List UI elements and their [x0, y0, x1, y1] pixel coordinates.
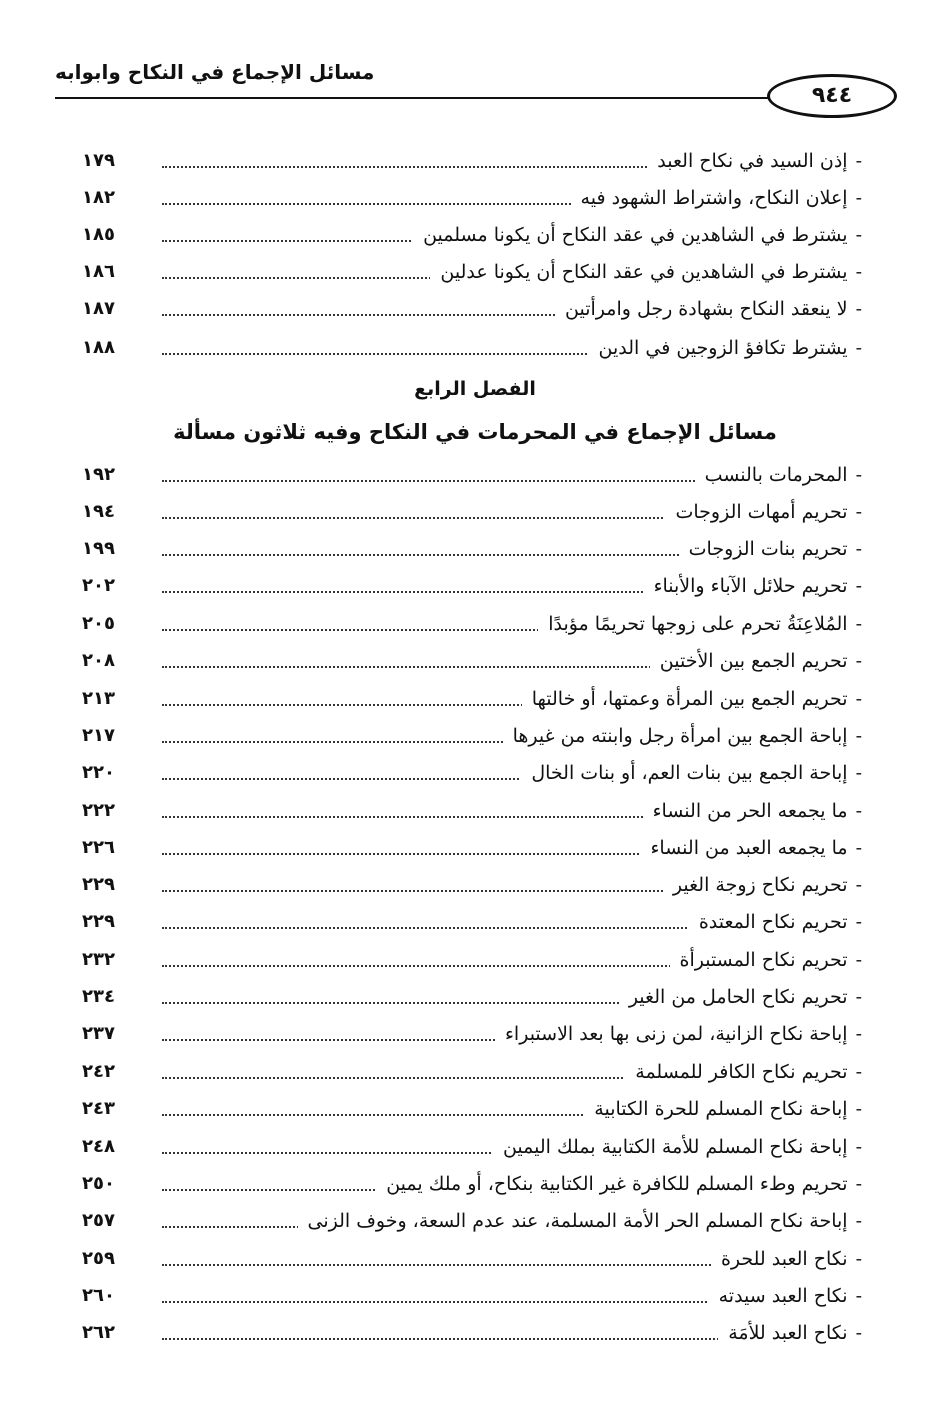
toc-entry [82, 294, 862, 328]
entry-label: إعلان النكاح، واشتراط الشهود فيه [580, 187, 848, 209]
entry-page: ٢٠٢ [82, 575, 115, 596]
entry-page: ٢٦٢ [82, 1322, 115, 1343]
toc-entry [82, 220, 862, 254]
entry-title [663, 870, 862, 900]
toc-entry [82, 907, 862, 941]
entry-label: ما يجمعه العبد من النساء [650, 837, 848, 859]
entry-title [679, 534, 862, 564]
toc-entry [82, 721, 862, 755]
entry-label: إباحة الجمع بين بنات العم، أو بنات الخال [531, 762, 848, 784]
entry-title [522, 684, 862, 714]
entry-dash: - [855, 1173, 862, 1195]
entry-page: ٢٤٨ [82, 1136, 115, 1157]
entry-page: ٢٤٢ [82, 1061, 115, 1082]
entry-page: ٢٢٦ [82, 837, 115, 858]
entry-title [665, 497, 862, 527]
toc-entry [82, 534, 862, 568]
entry-label: إباحة نكاح المسلم للأمة الكتابية بملك اليمين [502, 1136, 848, 1158]
entry-label: يشترط في الشاهدين في عقد النكاح أن يكونا مسلمين [423, 224, 848, 246]
entry-page: ٢٠٥ [82, 613, 115, 634]
entry-dash: - [855, 650, 862, 672]
entry-label: إباحة نكاح الزانية، لمن زنى بها بعد الاستبراء [505, 1023, 848, 1045]
entry-label: تحريم حلائل الآباء والأبناء [653, 575, 848, 597]
entry-title [711, 1244, 862, 1274]
entry-label: لا ينعقد النكاح بشهادة رجل وامرأتين [565, 298, 848, 320]
chapter-label: الفصل الرابع [414, 378, 536, 400]
entry-title [503, 721, 862, 751]
entry-label: تحريم الجمع بين المرأة وعمتها، أو خالتها [531, 688, 848, 710]
entry-dash: - [855, 613, 862, 635]
entry-label: المُلاعِنَةُ تحرم على زوجها تحريمًا مؤبدًا [548, 613, 848, 635]
toc-entry [82, 609, 862, 643]
entry-title [555, 294, 862, 324]
entry-title [584, 1094, 862, 1124]
toc-entry [82, 1318, 862, 1352]
entry-dash: - [855, 298, 862, 320]
entry-label: تحريم الجمع بين الأختين [659, 650, 848, 672]
entry-label: تحريم نكاح الكافر للمسلمة [635, 1061, 848, 1083]
entry-title [670, 945, 863, 975]
entry-page: ١٨٨ [82, 337, 115, 358]
entry-page: ١٩٩ [82, 538, 115, 559]
entry-label: المحرمات بالنسب [704, 464, 848, 486]
entry-title [493, 1132, 862, 1162]
entry-label: إذن السيد في نكاح العبد [657, 150, 848, 172]
entry-page: ٢٥٠ [82, 1173, 115, 1194]
entry-label: تحريم نكاح المستبرأة [679, 949, 848, 971]
entry-dash: - [855, 538, 862, 560]
toc-entry [82, 1169, 862, 1203]
chapter-title: مسائل الإجماع في المحرمات في النكاح وفيه ثلاثون مسألة [173, 420, 777, 444]
entry-dash: - [855, 1248, 862, 1270]
entry-dash: - [855, 501, 862, 523]
entry-page: ١٨٧ [82, 298, 115, 319]
toc-entry [82, 460, 862, 494]
entry-dash: - [855, 911, 862, 933]
entry-dash: - [855, 1098, 862, 1120]
entry-title [430, 257, 862, 287]
entry-title [709, 1281, 862, 1311]
entry-dash: - [855, 762, 862, 784]
entry-title [413, 220, 862, 250]
entry-title [298, 1206, 863, 1236]
running-title: مسائل الإجماع في النكاح وابوابه [55, 60, 375, 84]
entry-title [521, 758, 862, 788]
toc-entry [82, 1206, 862, 1240]
entry-page: ٢٣٢ [82, 949, 115, 970]
entry-page: ٢٤٣ [82, 1098, 115, 1119]
entry-label: نكاح العبد للأمَة [728, 1322, 848, 1344]
entry-page: ٢٦٠ [82, 1285, 115, 1306]
toc-entry [82, 1094, 862, 1128]
toc-entry [82, 497, 862, 531]
entry-title [689, 907, 862, 937]
entry-dash: - [855, 1136, 862, 1158]
entry-title [641, 833, 863, 863]
toc-entry [82, 1132, 862, 1166]
entry-dash: - [855, 224, 862, 246]
entry-label: إباحة الجمع بين امرأة رجل وابنته من غيرها [512, 725, 848, 747]
entry-dash: - [855, 688, 862, 710]
entry-page: ١٨٢ [82, 187, 115, 208]
entry-label: نكاح العبد سيدته [718, 1285, 848, 1307]
entry-title [643, 796, 862, 826]
toc-entry [82, 571, 862, 605]
entry-page: ٢٠٨ [82, 650, 115, 671]
entry-dash: - [855, 337, 862, 359]
toc-entry [82, 257, 862, 291]
entry-label: ما يجمعه الحر من النساء [652, 800, 848, 822]
entry-dash: - [855, 800, 862, 822]
toc-entry [82, 684, 862, 718]
header-rule [55, 97, 775, 99]
toc-entry [82, 1281, 862, 1315]
toc-entry [82, 146, 862, 180]
toc-entry [82, 945, 862, 979]
entry-page: ٢٢٠ [82, 762, 115, 783]
entry-label: تحريم نكاح الحامل من الغير [628, 986, 848, 1008]
entry-page: ٢١٧ [82, 725, 115, 746]
entry-title [538, 609, 862, 639]
entry-label: تحريم نكاح زوجة الغير [672, 874, 848, 896]
entry-dash: - [855, 1061, 862, 1083]
entry-title [376, 1169, 862, 1199]
entry-page: ٢١٣ [82, 688, 115, 709]
entry-page: ١٨٥ [82, 224, 115, 245]
entry-dash: - [855, 837, 862, 859]
entry-title [571, 183, 862, 213]
toc-entry [82, 333, 862, 367]
entry-label: تحريم بنات الزوجات [688, 538, 848, 560]
entry-dash: - [855, 575, 862, 597]
toc-entry [82, 183, 862, 217]
toc-entry [82, 758, 862, 792]
entry-title [647, 146, 862, 176]
entry-label: إباحة نكاح المسلم للحرة الكتابية [594, 1098, 848, 1120]
toc-entry [82, 1057, 862, 1091]
entry-page: ٢٢٩ [82, 874, 115, 895]
toc-entry [82, 796, 862, 830]
entry-dash: - [855, 1023, 862, 1045]
entry-dash: - [855, 464, 862, 486]
entry-page: ٢٥٩ [82, 1248, 115, 1269]
entry-label: نكاح العبد للحرة [720, 1248, 848, 1270]
entry-dash: - [855, 725, 862, 747]
entry-title [589, 333, 862, 363]
entry-label: تحريم أمهات الزوجات [675, 501, 848, 523]
entry-label: يشترط في الشاهدين في عقد النكاح أن يكونا عدلين [440, 261, 848, 283]
toc-entry [82, 982, 862, 1016]
page-header [55, 60, 855, 120]
entry-page: ٢٥٧ [82, 1210, 115, 1231]
entry-title [625, 1057, 862, 1087]
entry-page: ٢٣٤ [82, 986, 115, 1007]
entry-title [650, 646, 862, 676]
entry-title [718, 1318, 862, 1348]
toc-entry [82, 1244, 862, 1278]
entry-title [495, 1019, 862, 1049]
entry-dash: - [855, 874, 862, 896]
entry-dash: - [855, 1322, 862, 1344]
entry-label: إباحة نكاح المسلم الحر الأمة المسلمة، عند عدم السعة، وخوف الزنى [307, 1210, 848, 1232]
entry-dash: - [855, 986, 862, 1008]
entry-page: ٢٢٩ [82, 911, 115, 932]
entry-dash: - [855, 261, 862, 283]
toc-entry [82, 646, 862, 680]
entry-dash: - [855, 1210, 862, 1232]
entry-dash: - [855, 150, 862, 172]
entry-title [695, 460, 862, 490]
toc-entry [82, 1019, 862, 1053]
toc-entry [82, 870, 862, 904]
entry-label: يشترط تكافؤ الزوجين في الدين [598, 337, 848, 359]
entry-page: ٢٣٧ [82, 1023, 115, 1044]
entry-page: ١٩٤ [82, 501, 115, 522]
entry-label: تحريم نكاح المعتدة [698, 911, 848, 933]
entry-dash: - [855, 1285, 862, 1307]
entry-title [619, 982, 862, 1012]
entry-page: ١٧٩ [82, 150, 115, 171]
entry-title [644, 571, 862, 601]
toc-entry [82, 833, 862, 867]
entry-dash: - [855, 187, 862, 209]
page-number: ٩٤٤ [767, 74, 897, 118]
entry-page: ٢٢٢ [82, 800, 115, 821]
entry-page: ١٩٢ [82, 464, 115, 485]
entry-page: ١٨٦ [82, 261, 115, 282]
entry-dash: - [855, 949, 862, 971]
entry-label: تحريم وطء المسلم للكافرة غير الكتابية بنكاح، أو ملك يمين [386, 1173, 848, 1195]
